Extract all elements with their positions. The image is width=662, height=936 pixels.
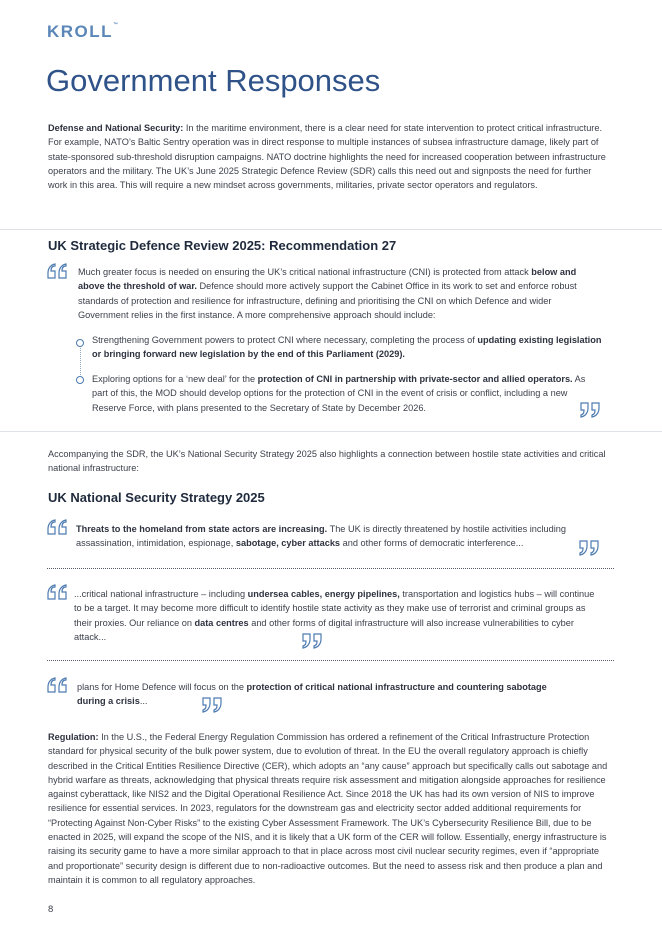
close-quote-icon <box>579 540 599 556</box>
quote-separator <box>47 660 614 661</box>
kroll-logo <box>47 22 118 42</box>
section-divider <box>0 431 662 432</box>
sdr-bullet-1 <box>92 333 607 362</box>
open-quote-icon <box>47 677 67 693</box>
quote-text: and other forms of democratic interference... <box>340 538 524 549</box>
sdr-heading: UK Strategic Defence Review 2025: Recommendation 27 <box>48 238 397 253</box>
sdr-quote-bold: below and above the threshold of war. <box>78 267 577 292</box>
close-quote-icon <box>202 697 222 713</box>
sdr-quote <box>78 265 598 322</box>
page-number: 8 <box>48 904 54 915</box>
quote-text: The UK is directly threatened by hostile activities including assassination, intimidation, espionage, <box>76 524 567 549</box>
page-title: Government Responses <box>46 63 381 98</box>
logo-text: KROLL <box>47 22 114 41</box>
defense-text: In the maritime environment, there is a clear need for state intervention to protect critical infrastructure. For example, NATO’s Baltic Sentry operation was in direct response to multiple instances of subsea infrastructure damage, likely part of state-sponsored sub-threshold disruption campaigns. NATO doctrine highlights the need for increased cooperation between infrastructure operators and the military. The UK’s June 2025 Strategic Defence Review (SDR) calls this need out and signposts the need for further work in this area. This will require a new mindset across governments, militaries, private sector operators and regulators. <box>48 123 606 191</box>
defense-lead: Defense and National Security: <box>48 123 184 133</box>
nss-quote-1 <box>76 522 604 551</box>
close-quote-icon <box>302 633 322 649</box>
bullet-text: Strengthening Government powers to protect CNI where necessary, completing the process of <box>92 335 478 345</box>
quote-text: transportation and logistics hubs – will continue to be a target. It may become more difficult to identify hostile state activity as they make use of terrorist and criminal groups as their proxies. Our reliance on <box>74 589 595 628</box>
quote-text: ...critical national infrastructure – including <box>74 589 248 599</box>
bullet-bold: updating existing legislation or bringing forward new legislation by the end of this Parliament (2029). <box>92 335 602 360</box>
quote-bold: undersea cables, energy pipelines, <box>247 589 400 599</box>
nss-heading: UK National Security Strategy 2025 <box>48 490 265 505</box>
defense-paragraph <box>48 121 608 192</box>
close-quote-icon <box>580 402 600 418</box>
bullet-bold: protection of CNI in partnership with private-sector and allied operators. <box>257 374 573 384</box>
quote-bold: sabotage, cyber attacks <box>235 538 341 549</box>
regulation-paragraph <box>48 730 612 887</box>
sdr-quote-part: Defence should more actively support the Cabinet Office in its work to set and enforce robust standards of protection and resilience for infrastructure, defining and prioritising the CNI on which Defence and wider Government relies in the first instance. A more comprehensive approach should include: <box>78 281 577 320</box>
quote-text: ... <box>139 696 148 707</box>
bullet-text: As part of this, the MOD should develop options for the protection of CNI in the event of crisis or conflict, including a new Reserve Force, with plans presented to the Secretary of State by December 2026. <box>92 374 586 413</box>
sdr-quote-part: Much greater focus is needed on ensuring the UK’s critical national infrastructure (CNI) is protected from attack <box>78 267 532 277</box>
nss-quote-3 <box>77 680 567 709</box>
logo-trademark: ™ <box>113 22 119 28</box>
quote-text: plans for Home Defence will focus on the <box>77 682 247 692</box>
sdr-bullet-2 <box>92 372 592 415</box>
regulation-text: In the U.S., the Federal Energy Regulation Commission has ordered a refinement of the Critical Infrastructure Protection standard for physical security of the bulk power system, due to evolution of threat. In the EU the overall regulatory approach is chiefly described in the Critical Entities Resilience Directive (CER), which adopts an “any cause” approach but specifically calls out sabotage and hybrid warfare as threats, acknowledging that physical threats require risk assessment and mitigation alongside approaches for resilience against cyberattack, like NIS2 and the Digital Operational Resilience Act. Since 2018 the UK has had its own version of NIS to improve resilience for essential services. In 2023, regulators for the downstream gas and electricity sector added additional requirements for “Protecting Against Non-Cyber Risks” to the existing Cyber Assessment Framework. The UK’s Cybersecurity Resilience Bill, due to be enacted in 2025, will expand the scope of the NIS, and it is likely that a UK form of the CER will follow. Essentially, energy infrastructure is raising its security game to have a more similar approach to that in place across most civil nuclear security regimes, even if “appropriate and proportionate” security design is different due to non-radioactive outcomes. But the need to assess risk and then produce a plan and maintain it is common to all regulatory approaches. <box>48 732 608 885</box>
bullet-marker <box>76 339 84 347</box>
quote-bold: protection of critical national infrastructure and countering sabotage during a crisis <box>77 682 547 707</box>
quote-separator <box>47 568 614 569</box>
regulation-lead: Regulation: <box>48 732 99 742</box>
open-quote-icon <box>47 519 67 535</box>
bullet-text: Exploring options for a ‘new deal’ for the <box>92 374 258 384</box>
bullet-marker <box>76 376 84 384</box>
nss-intro-paragraph: Accompanying the SDR, the UK’s National Security Strategy 2025 also highlights a connection between hostile state activities and critical national infrastructure: <box>48 449 606 474</box>
quote-bold: data centres <box>194 617 249 628</box>
quote-text: and other forms of digital infrastructure will also increase vulnerabilities to cyber attack... <box>74 617 574 642</box>
open-quote-icon <box>47 263 67 279</box>
quote-bold: Threats to the homeland from state actors are increasing. <box>76 524 328 534</box>
open-quote-icon <box>47 584 67 600</box>
section-divider <box>0 229 662 230</box>
nss-quote-2 <box>74 587 599 644</box>
